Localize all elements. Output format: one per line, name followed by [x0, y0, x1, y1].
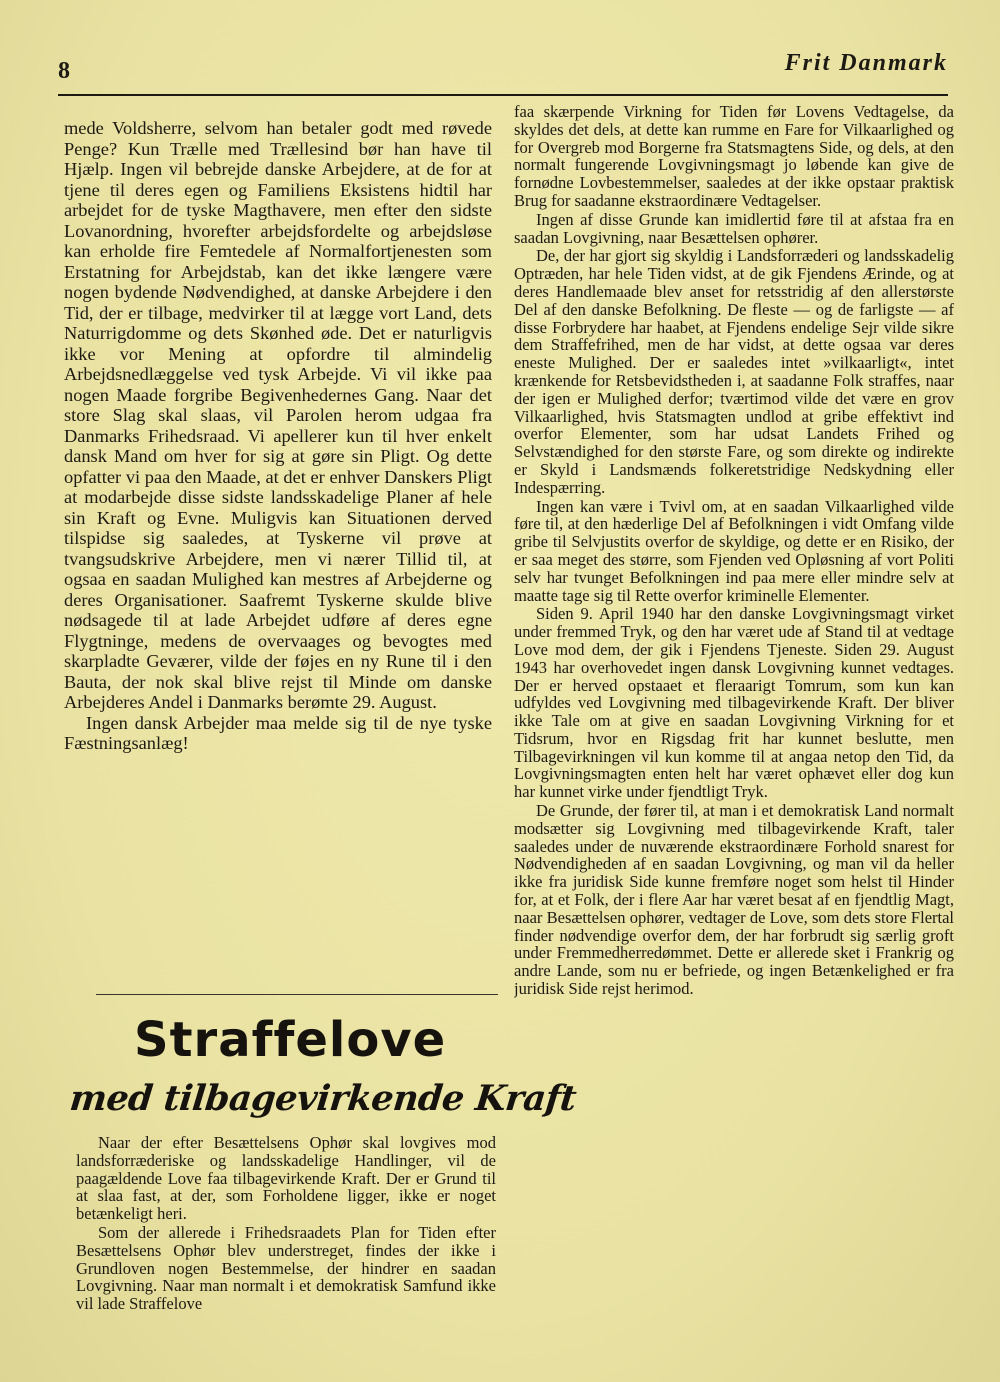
publication-title: Frit Danmark — [784, 50, 948, 76]
article-headline: Straffelove — [134, 1012, 447, 1068]
paragraph: Ingen kan være i Tvivl om, at en saadan Vilkaarlighed vilde føre til, at den hæderlige Del af Befolkningen i vidt Omfang vilde gribe til Selvjustits overfor de skyldige, og dette er en Risiko, der er saa meget des større, som Fjenden ved Opløsning af vort Politi selv har tvunget Befolkningen ind paa mere eller mindre selv at maatte tage sig til Rette overfor kriminelle Elementer. — [514, 496, 954, 605]
paragraph: mede Voldsherre, selvom han betaler godt med røvede Penge? Kun Trælle med Trællesind bør han have til Hjælp. Ingen vil bebrejde danske Arbejdere, at de for at tjene til deres egen og Familiens Eksistens hidtil har arbejdet for de tyske Magthavere, men efter den sidste Lovanordning, hvorefter arbejdsfordelte og arbejdsløse kan erholde fire Femtedele af Normalfortjenesten som Erstatning for Arbejdstab, kan det ikke længere være nogen bydende Nødvendighed, at danske Arbejdere i den Tid, der er tilbage, medvirker til at lægge vort Land, dets Naturrigdomme og dets Skønhed øde. Det er naturligvis ikke vor Mening at opfordre til almindelig Arbejdsnedlæggelse ved tysk Arbejde. Vi vil ikke paa nogen Maade forgribe Begivenhedernes Gang. Naar det store Slag skal slaas, vil Parolen herom udgaa fra Danmarks Frihedsraad. Vi apellerer kun til hver enkelt dansk Mand om hver for sig at gøre sin Pligt. Og dette opfatter vi paa den Maade, at det er enhver Danskers Pligt at modarbejde disse sidste landsskadelige Planer af hele sin Kraft og Evne. Muligvis kan Situationen derved tilspidse sig saaledes, at Tyskerne vil prøve at tvangsudskrive Arbejdere, men vi nærer Tillid til, at ogsaa en saadan Mulighed kan mestres af Arbejderne og deres Organisationer. Saafremt Tyskerne skulde blive nødsagede til at lade Arbejdet udføre af deres egne Flygtninge, medens de overvaages og bevogtes med skarpladte Geværer, vilde der føjes en ny Rune til i den Bauta, der nok skal blive rejst til Minde om danske Arbejderes Andel i Danmarks berømte 29. August. — [64, 118, 492, 712]
paragraph: Ingen dansk Arbejder maa melde sig til de nye tyske Fæstningsanlæg! — [64, 712, 492, 753]
paragraph: De Grunde, der fører til, at man i et demokratisk Land normalt modsætter sig Lovgivning med tilbagevirkende Kraft, taler saaledes under de nuværende ekstraordinære Forhold snarest for Nødvendigheden af en saadan Lovgivning, og man vil da heller ikke fra juridisk Side kunne fremføre noget som helst til Hinder for, at et Folk, der i flere Aar har været besat af en fjendtlig Magt, naar Besættelsen ophører, vedtager de Love, som dets store Flertal finder nødvendige overfor dem, der har forbrudt sig særlig groft under Fremmedherredømmet. Dette er allerede sket i Frankrig og andre Lande, som nu er befriede, og ingen Betænkelighed er fra juridisk Side rejst herimod. — [514, 801, 954, 999]
paragraph: faa skærpende Virkning for Tiden før Lovens Vedtagelse, da skyldes det dels, at dette kan rumme en Fare for Vilkaarlighed og for Overgreb mod Borgerne fra Statsmagtens Side, og dels, at den normalt fungerende Lovgivningsmagt jo løbende kan give de fornødne Lovbestemmelser, saaledes at der ikke opstaar praktisk Brug for saadanne ekstraordinære Vedtagelser. — [514, 103, 954, 210]
header-divider — [58, 94, 948, 96]
right-column-text — [514, 103, 954, 999]
paragraph: De, der har gjort sig skyldig i Landsforræderi og landsskadelig Optræden, har hele Tiden vidst, at de gik Fjendens Ærinde, og at deres Handlemaade blev anset for retsstridig af den allerstørste Del af den danske Befolkning. De fleste — og de farligste — af disse Forbrydere har haabet, at Fjendens endelige Sejr vilde sikre dem Straffefrihed, men de har vidst, at dette ogsaa var deres eneste Mulighed. Der er saaledes intet »vilkaarligt«, intet krænkende for Retsbevidstheden i, at saadanne Folk straffes, naar der igen er Mulighed derfor; tværtimod vilde det være en grov Vilkaarlighed, hvis Statsmagten undlod at gribe effektivt ind overfor Elementer, som har udsat Landets Frihed og Selvstændighed for den største Fare, og som direkte og indirekte er Skyld i Landsmænds folkeretstridige Nedskydning eller Indespærring. — [514, 246, 954, 497]
paragraph: Siden 9. April 1940 har den danske Lovgivningsmagt virket under fremmed Tryk, og den har været ude af Stand til at vedtage Love mod dem, der gik i Fjendens Tjeneste. Siden 29. August 1943 har overhovedet ingen dansk Lovgivning kunnet vedtages. Der er herved opstaaet et fleraarigt Tomrum, som kun kan udfyldes ved Lovgivning med tilbagevirkende Kraft. Der bliver ikke Tale om at give en saadan Lovgivning Virkning for et Tidsrum, hvor en Rigsdag frit har kunnet beslutte, men Tilbagevirkningen vil kun komme til at angaa netop den Tid, da Lovgivningsmagten enten helt har været ophævet eller dog kun har kunnet virke under fjendtligt Tryk. — [514, 604, 954, 802]
section-divider — [96, 994, 498, 995]
left-column-text — [64, 118, 492, 754]
page-number: 8 — [58, 58, 70, 84]
article-body — [76, 1134, 496, 1314]
paragraph: Naar der efter Besættelsens Ophør skal lovgives mod landsforræderiske og landsskadelige Handlinger, vil de paagældende Love faa tilbagevirkende Kraft. Der er Grund til at slaa fast, at der, som Forholdene ligger, ikke er noget betænkeligt heri. — [76, 1134, 496, 1224]
paragraph: Som der allerede i Frihedsraadets Plan for Tiden efter Besættelsens Ophør blev understreget, findes der ikke i Grundloven nogen Bestemmelse, der hindrer en saadan Lovgivning. Naar man normalt i et demokratisk Samfund ikke vil lade Straffelove — [76, 1222, 496, 1314]
article-subheadline: med tilbagevirkende Kraft — [67, 1078, 578, 1119]
paragraph: Ingen af disse Grunde kan imidlertid føre til at afstaa fra en saadan Lovgivning, naar Besættelsen ophører. — [514, 209, 954, 247]
